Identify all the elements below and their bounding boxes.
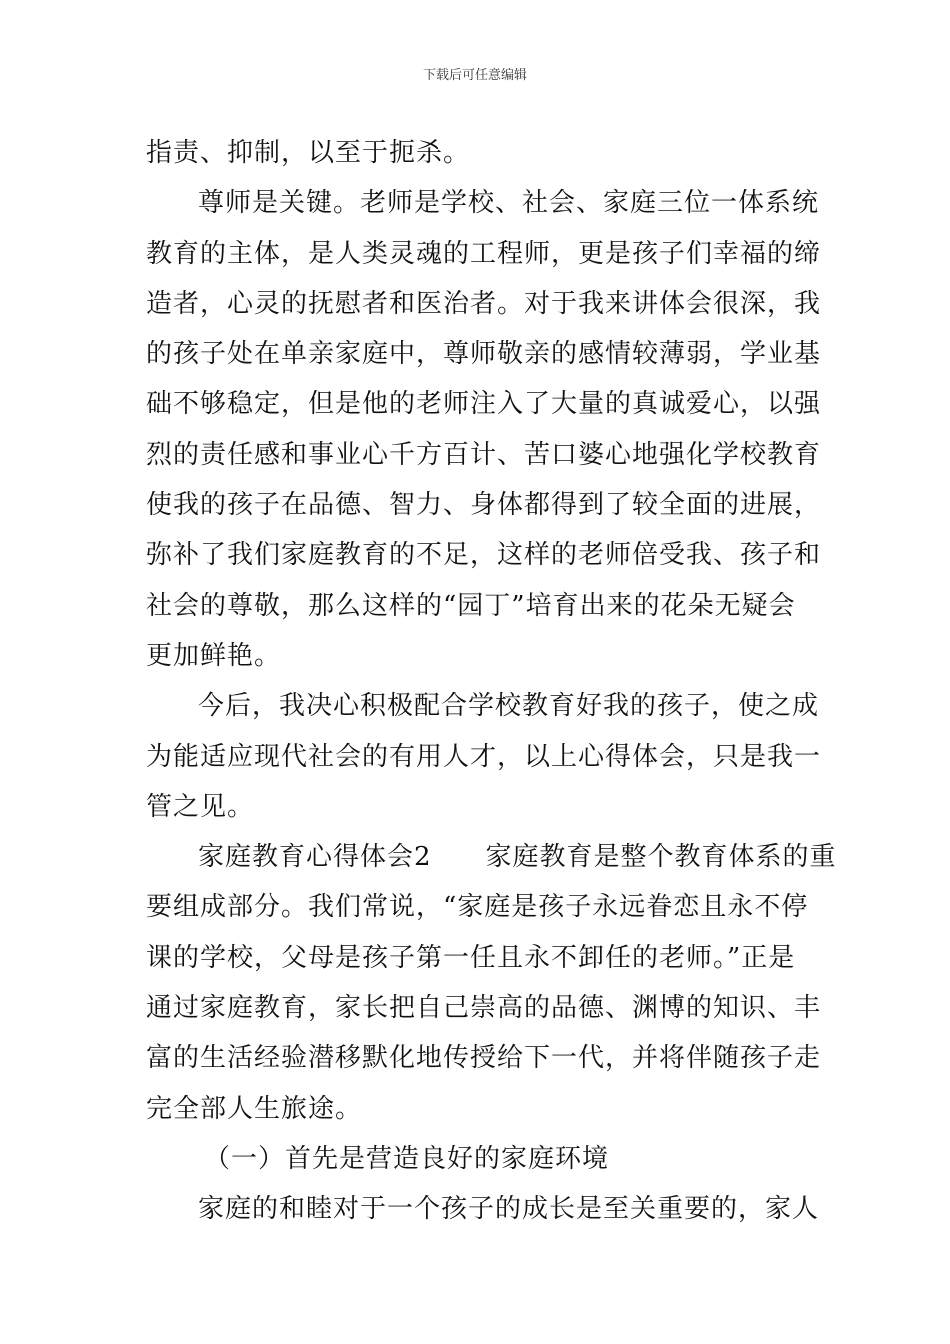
text-line: 管之见。	[146, 791, 255, 822]
text-line: 富的生活经验潜移默化地传授给下一代，并将伴随孩子走	[146, 1043, 822, 1074]
text-line: 尊师是关键。老师是学校、社会、家庭三位一体系统	[198, 188, 820, 219]
text-line: 教育的主体，是人类灵魂的工程师，更是孩子们幸福的缔	[146, 238, 822, 269]
text-line: 使我的孩子在品德、智力、身体都得到了较全面的进展，	[146, 490, 822, 521]
text-line: 弥补了我们家庭教育的不足，这样的老师倍受我、孩子和	[146, 540, 822, 571]
text-line: 课的学校，父母是孩子第一任且永不卸任的老师。”正是	[146, 942, 796, 973]
text-line: 为能适应现代社会的有用人才，以上心得体会，只是我一	[146, 741, 822, 772]
text-line: 烈的责任感和事业心千方百计、苦口婆心地强化学校教育	[146, 439, 822, 470]
text-line: 造者，心灵的抚慰者和医治者。对于我来讲体会很深，我	[146, 288, 822, 319]
text-line: 的孩子处在单亲家庭中，尊师敬亲的感情较薄弱，学业基	[146, 339, 822, 370]
page-header: 下载后可任意编辑	[422, 68, 527, 83]
text-line: 社会的尊敬，那么这样的“园丁”培育出来的花朵无疑会	[146, 590, 796, 621]
text-line: 通过家庭教育，家长把自己崇高的品德、渊博的知识、丰	[146, 993, 822, 1024]
text-line: 更加鲜艳。	[146, 640, 282, 671]
text-line: 今后，我决心积极配合学校教育好我的孩子，使之成	[198, 691, 820, 722]
section-heading: （一）首先是营造良好的家庭环境	[204, 1143, 610, 1174]
text-line: 要组成部分。我们常说，“家庭是孩子永远眷恋且永不停	[146, 892, 809, 923]
text-line: 完全部人生旅途。	[146, 1093, 363, 1124]
text-line: 指责、抑制，以至于扼杀。	[146, 138, 471, 168]
text-line: 础不够稳定，但是他的老师注入了大量的真诚爱心，以强	[146, 389, 822, 420]
text-line: 家庭教育心得体会2 家庭教育是整个教育体系的重	[198, 842, 837, 873]
document-body	[146, 128, 837, 1235]
text-line: 家庭的和睦对于一个孩子的成长是至关重要的，家人	[198, 1194, 820, 1225]
